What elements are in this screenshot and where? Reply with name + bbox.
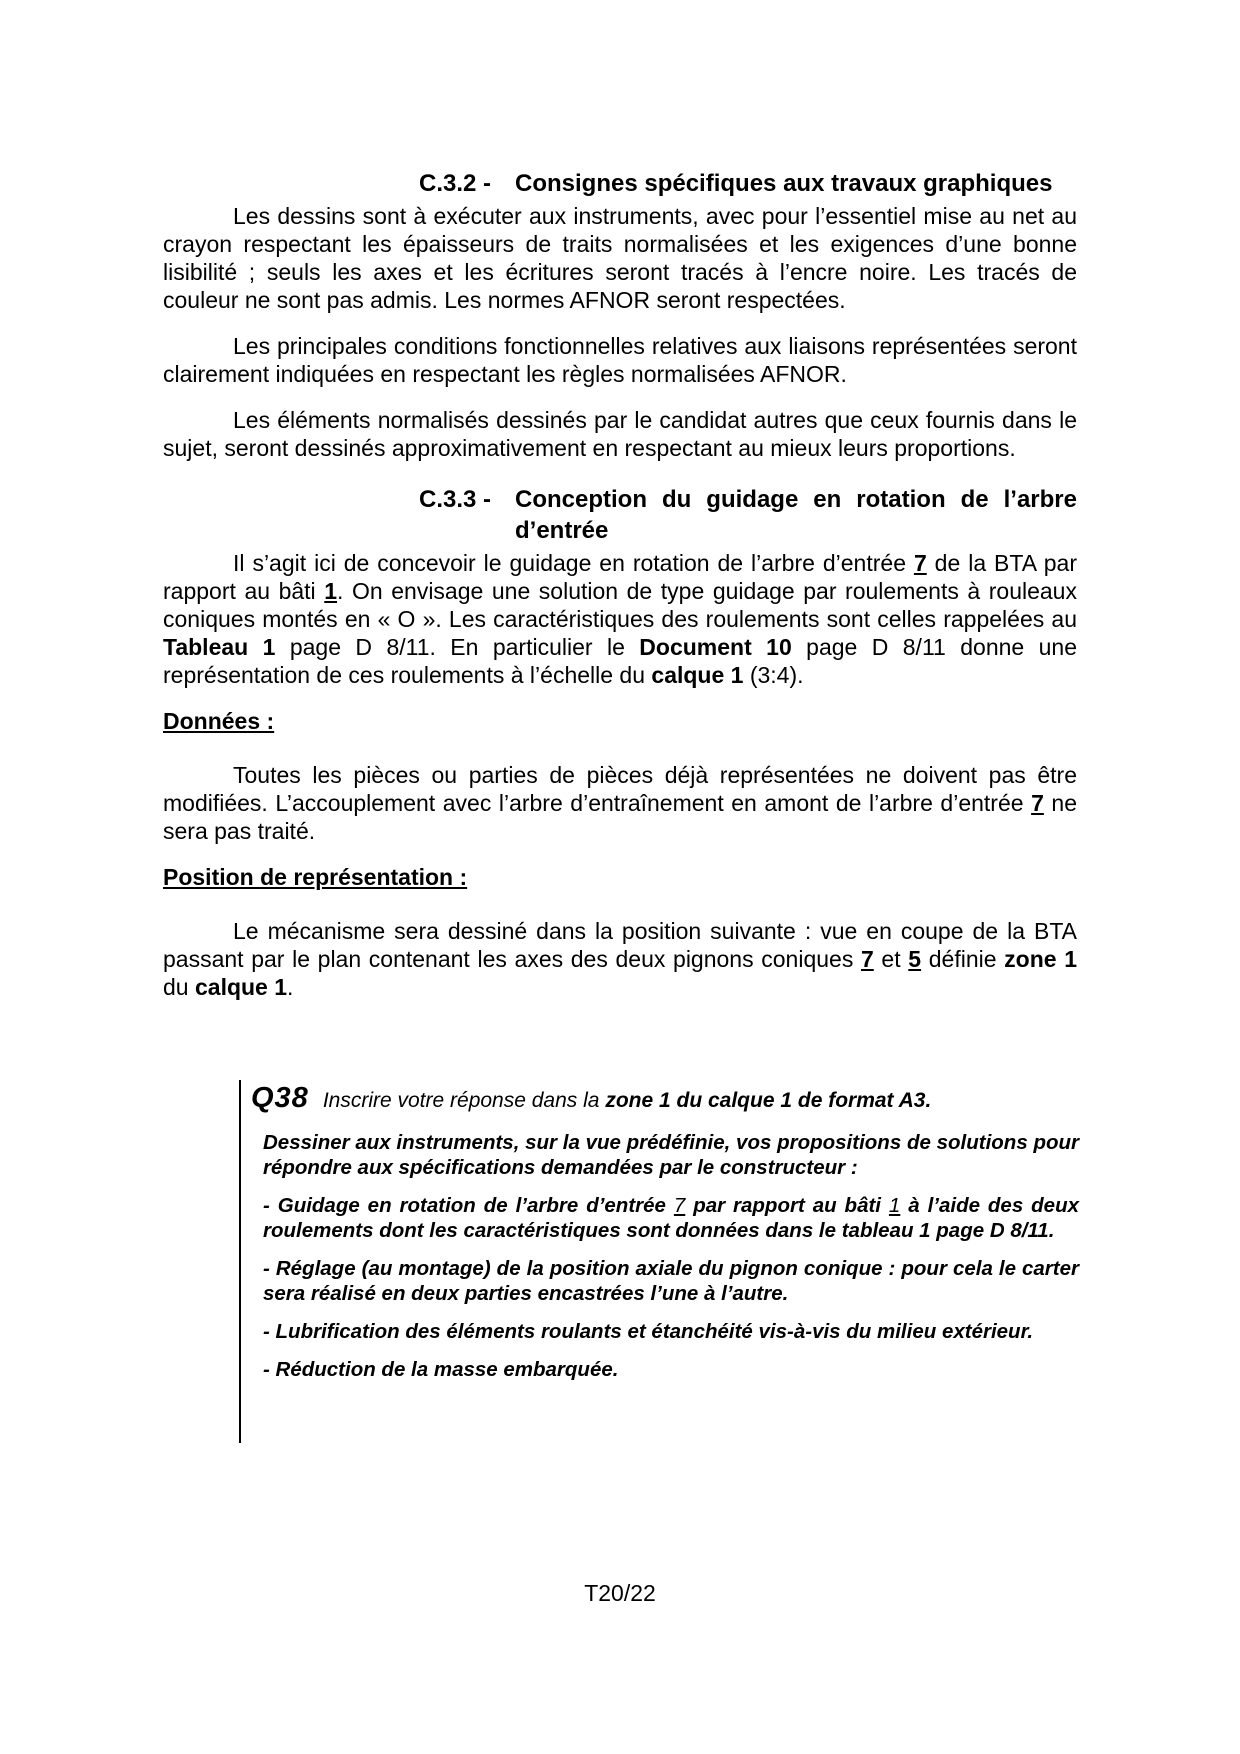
text: (3:4). [743, 662, 804, 688]
section-number: C.3.3 - [419, 486, 492, 513]
paragraph: Les éléments normalisés dessinés par le candidat autres que ceux fournis dans le sujet, seront dessinés approximativement en respectant au mieux leurs proportions. [163, 407, 1077, 461]
section-number: C.3.2 - [419, 170, 492, 197]
part-ref: 7 [1031, 790, 1044, 816]
text: et [873, 946, 909, 972]
question-header [251, 1084, 931, 1115]
bold-text: calque 1 [194, 974, 288, 1000]
text: ne sera pas traité. [163, 790, 1077, 844]
page-number: T20/22 [584, 1580, 656, 1606]
text: Toutes les pièces ou parties de pièces déjà représentées ne doivent pas être modifiées. L’accouplement avec l’arbre d’entraînement en amont de l’arbre d’entrée [163, 762, 1077, 816]
bold-text: Document 10 [639, 634, 792, 660]
text: du [163, 974, 195, 1000]
question-number: Q38 [251, 1082, 309, 1114]
text: . On envisage une solution de type guidage par roulements à rouleaux coniques montés en « O ». Les caractéristiques des roulements sont celles rappelées au [163, 578, 1077, 632]
text: définie [921, 946, 1005, 972]
part-ref: 1 [888, 1194, 901, 1217]
bold-text: Tableau 1 [163, 634, 276, 660]
text: Il s’agit ici de concevoir le guidage en rotation de l’arbre d’entrée [233, 550, 914, 576]
section-heading-c33 [419, 484, 1077, 546]
text: page D 8/11. En particulier le [275, 634, 640, 660]
question-item: Dessiner aux instruments, sur la vue prédéfinie, vos propositions de solutions pour répondre aux spécifications demandées par le constructeur : [263, 1131, 1079, 1179]
text: à l’aide des deux roulements dont les caractéristiques sont données dans le tableau 1 page D 8/11. [263, 1194, 1080, 1242]
subheading-donnees: Données : [163, 708, 275, 734]
part-ref: 5 [908, 946, 922, 972]
question-instruction: Inscrire votre réponse dans la [322, 1089, 606, 1112]
paragraph: Les principales conditions fonctionnelles relatives aux liaisons représentées seront clairement indiquées en respectant les règles normalisées AFNOR. [163, 333, 1077, 387]
question-item: - Réduction de la masse embarquée. [263, 1358, 619, 1381]
section-title: Consignes spécifiques aux travaux graphiques [515, 170, 1053, 197]
section-heading-c32 [419, 168, 1077, 199]
text: . [287, 974, 294, 1000]
text: par rapport au bâti [685, 1194, 889, 1217]
question-item: - Réglage (au montage) de la position axiale du pignon conique : pour cela le carter sera réalisé en deux parties encastrées l’une à l’autre. [263, 1257, 1079, 1305]
bold-text: zone 1 [1004, 946, 1078, 972]
text: page D 8/11 donne une représentation de ces roulements à l’échelle du [163, 634, 1077, 688]
text: de la BTA par rapport au bâti [163, 550, 1077, 604]
paragraph-position [163, 917, 1077, 1001]
text: Le mécanisme sera dessiné dans la position suivante : vue en coupe de la BTA passant par le plan contenant les axes des deux pignons coniques [163, 918, 1077, 972]
main-content [163, 168, 1077, 1019]
part-ref: 1 [324, 578, 338, 604]
paragraph-intro [163, 549, 1077, 689]
bold-text: calque 1 [651, 662, 744, 688]
part-ref: 7 [860, 946, 874, 972]
question-box [239, 1080, 1079, 1443]
part-ref: 7 [673, 1194, 686, 1217]
text: - Guidage en rotation de l’arbre d’entrée [263, 1194, 674, 1217]
paragraph: Les dessins sont à exécuter aux instruments, avec pour l’essentiel mise au net au crayon respectant les épaisseurs de traits normalisées et les exigences d’une bonne lisibilité ; seuls les axes et les écritures seront tracés à l’encre noire. Les tracés de couleur ne sont pas admis. Les normes AFNOR seront respectées. [163, 203, 1077, 313]
part-ref: 7 [913, 550, 927, 576]
question-item [263, 1193, 1079, 1243]
question-item: - Lubrification des éléments roulants et étanchéité vis-à-vis du milieu extérieur. [263, 1320, 1034, 1343]
subheading-position: Position de représentation : [163, 864, 468, 890]
section-title: Conception du guidage en rotation de l’arbre d’entrée [515, 486, 1077, 544]
question-instruction-bold: zone 1 du calque 1 de format A3. [605, 1089, 932, 1112]
paragraph-donnees [163, 761, 1077, 845]
question-items [263, 1130, 1079, 1395]
